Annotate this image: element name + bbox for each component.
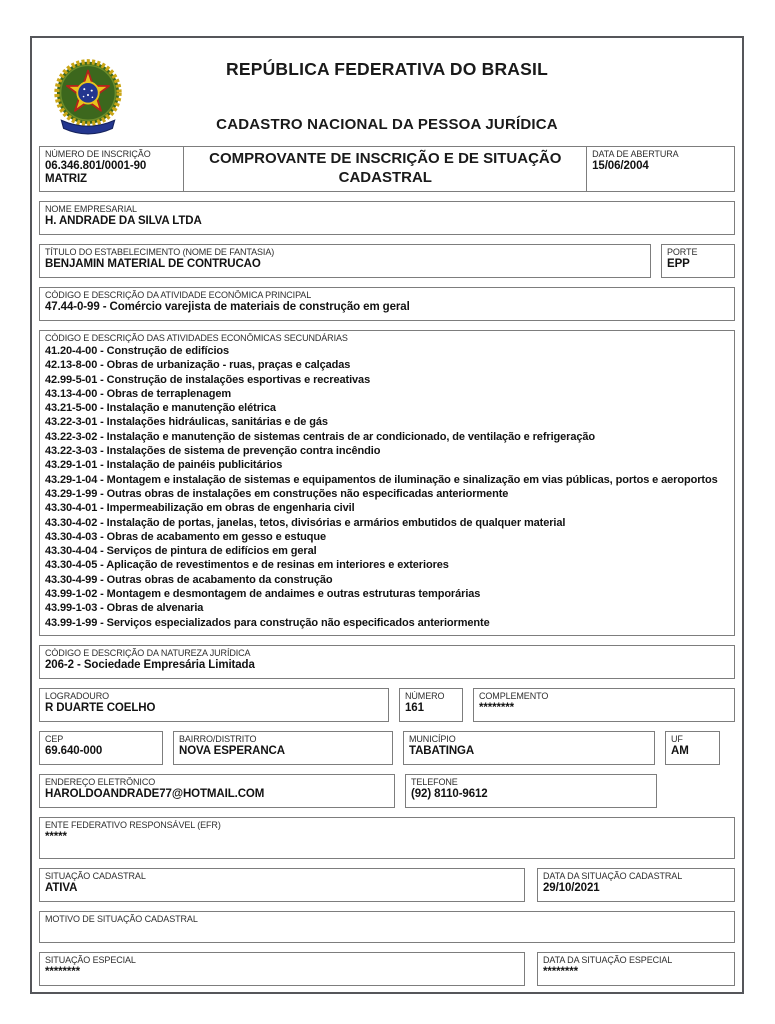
- field-atividades-secundarias: [39, 330, 735, 636]
- field-complemento: [473, 688, 735, 722]
- field-value: 47.44-0-99 - Comércio varejista de materiais de construção em geral: [45, 301, 410, 313]
- field-label: CÓDIGO E DESCRIÇÃO DAS ATIVIDADES ECONÔMICAS SECUNDÁRIAS: [45, 333, 348, 343]
- field-value: ********: [543, 965, 579, 978]
- document-header: [39, 38, 735, 146]
- field-label: NOME EMPRESARIAL: [45, 204, 137, 214]
- fantasia-row: [39, 244, 735, 278]
- field-value: 06.346.801/0001-90: [45, 160, 147, 172]
- inscription-row: [39, 146, 735, 192]
- field-value: AM: [671, 744, 689, 757]
- motivo-row: [39, 911, 735, 943]
- field-label: UF: [671, 733, 683, 744]
- field-value: 29/10/2021: [543, 881, 600, 894]
- activity-line: 43.30-4-01 - Impermeabilização em obras de engenharia civil: [45, 502, 355, 515]
- activity-line: 43.30-4-05 - Aplicação de revestimentos e de resinas em interiores e exteriores: [45, 559, 449, 572]
- atividade-principal-row: [39, 287, 735, 321]
- field-bairro: [173, 731, 393, 765]
- activity-line: 43.13-4-00 - Obras de terraplenagem: [45, 387, 232, 400]
- field-situacao-cadastral: [39, 868, 525, 902]
- activity-line: 43.99-1-03 - Obras de alvenaria: [45, 602, 204, 615]
- field-value: (92) 8110-9612: [411, 787, 488, 800]
- field-cep: [39, 731, 163, 765]
- field-label: NÚMERO DE INSCRIÇÃO: [45, 149, 151, 159]
- field-nome-fantasia: [39, 244, 651, 278]
- activity-line: 43.30-4-04 - Serviços de pintura de edifícios em geral: [45, 545, 317, 558]
- field-uf: [665, 731, 720, 765]
- field-value: HAROLDOANDRADE77@HOTMAIL.COM: [45, 787, 265, 800]
- activity-line: 42.13-8-00 - Obras de urbanização - ruas, praças e calçadas: [45, 359, 351, 372]
- field-data-abertura: [586, 146, 735, 192]
- activity-line: 43.22-3-02 - Instalação e manutenção de sistemas centrais de ar condicionado, de ventilação e refrigeração: [45, 430, 596, 443]
- field-label: TELEFONE: [411, 776, 458, 787]
- activity-line: 42.99-5-01 - Construção de instalações esportivas e recreativas: [45, 373, 371, 386]
- field-logradouro: [39, 688, 389, 722]
- document-title-box: [183, 146, 587, 192]
- field-label: ENDEREÇO ELETRÔNICO: [45, 776, 156, 787]
- field-label: MOTIVO DE SITUAÇÃO CADASTRAL: [45, 913, 198, 924]
- field-value: 161: [405, 701, 424, 714]
- field-value: EPP: [667, 258, 690, 270]
- field-label: CÓDIGO E DESCRIÇÃO DA ATIVIDADE ECONÔMICA PRINCIPAL: [45, 290, 312, 300]
- endereco-row: [39, 688, 735, 722]
- field-efr: [39, 817, 735, 859]
- page-title: REPÚBLICA FEDERATIVA DO BRASIL: [226, 59, 548, 79]
- atividades-secundarias-row: [39, 330, 735, 636]
- activity-line: 43.21-5-00 - Instalação e manutenção elétrica: [45, 402, 276, 415]
- natureza-juridica-row: [39, 645, 735, 679]
- activity-line: 43.22-3-01 - Instalações hidráulicas, sanitárias e de gás: [45, 416, 328, 429]
- brazil-coat-of-arms-icon: [51, 58, 125, 143]
- activity-line: 43.30-4-99 - Outras obras de acabamento da construção: [45, 573, 333, 586]
- field-natureza-juridica: [39, 645, 735, 679]
- activity-line: 41.20-4-00 - Construção de edifícios: [45, 345, 230, 357]
- field-label: SITUAÇÃO CADASTRAL: [45, 870, 146, 881]
- field-label: ENTE FEDERATIVO RESPONSÁVEL (EFR): [45, 819, 221, 830]
- field-telefone: [405, 774, 657, 808]
- field-value: BENJAMIN MATERIAL DE CONTRUCAO: [45, 258, 261, 270]
- field-value: ********: [479, 701, 515, 714]
- situacao-row: [39, 868, 735, 902]
- field-nome-empresarial: [39, 201, 735, 235]
- field-value: *****: [45, 830, 67, 843]
- activity-line: 43.99-1-02 - Montagem e desmontagem de andaimes e outras estruturas temporárias: [45, 588, 481, 601]
- field-data-situacao-especial: [537, 952, 735, 986]
- field-label: CEP: [45, 733, 64, 744]
- nome-empresarial-row: [39, 201, 735, 235]
- field-label: PORTE: [667, 247, 698, 257]
- field-label: CÓDIGO E DESCRIÇÃO DA NATUREZA JURÍDICA: [45, 647, 251, 658]
- field-label: MUNICÍPIO: [409, 733, 456, 744]
- field-municipio: [403, 731, 655, 765]
- field-value: 15/06/2004: [592, 160, 649, 172]
- field-data-situacao-cadastral: [537, 868, 735, 902]
- field-label: DATA DA SITUAÇÃO CADASTRAL: [543, 870, 683, 881]
- field-value: H. ANDRADE DA SILVA LTDA: [45, 215, 202, 227]
- field-label: COMPLEMENTO: [479, 690, 549, 701]
- field-value: TABATINGA: [409, 744, 475, 757]
- cnpj-certificate-document: [30, 36, 744, 994]
- field-value: NOVA ESPERANCA: [179, 744, 285, 757]
- contato-row: [39, 774, 735, 808]
- field-label: DATA DA SITUAÇÃO ESPECIAL: [543, 954, 673, 965]
- activity-line: 43.30-4-03 - Obras de acabamento em gesso e estuque: [45, 530, 327, 543]
- page-subtitle: CADASTRO NACIONAL DA PESSOA JURÍDICA: [216, 116, 558, 133]
- document-title: COMPROVANTE DE INSCRIÇÃO E DE SITUAÇÃO CADASTRAL: [209, 149, 562, 186]
- matriz-flag: MATRIZ: [45, 173, 87, 185]
- field-value: 206-2 - Sociedade Empresária Limitada: [45, 658, 255, 671]
- activity-line: 43.99-1-99 - Serviços especializados para construção não especificados anteriormente: [45, 616, 490, 629]
- field-motivo-situacao: [39, 911, 735, 943]
- field-situacao-especial: [39, 952, 525, 986]
- field-value: ATIVA: [45, 881, 78, 894]
- activity-line: 43.30-4-02 - Instalação de portas, janelas, tetos, divisórias e armários embutidos de qualquer material: [45, 516, 566, 529]
- efr-row: [39, 817, 735, 859]
- field-porte: [661, 244, 735, 278]
- field-value: 69.640-000: [45, 744, 103, 757]
- activity-line: 43.22-3-03 - Instalações de sistema de prevenção contra incêndio: [45, 445, 381, 458]
- field-atividade-principal: [39, 287, 735, 321]
- field-endereco-eletronico: [39, 774, 395, 808]
- field-label: BAIRRO/DISTRITO: [179, 733, 257, 744]
- activity-line: 43.29-1-01 - Instalação de painéis publicitários: [45, 459, 283, 472]
- situacao-especial-row: [39, 952, 735, 986]
- field-value: R DUARTE COELHO: [45, 701, 156, 714]
- cep-row: [39, 731, 735, 765]
- field-label: SITUAÇÃO ESPECIAL: [45, 954, 136, 965]
- activity-line: 43.29-1-99 - Outras obras de instalações em construções não especificadas anteriormente: [45, 487, 509, 500]
- field-label: LOGRADOURO: [45, 690, 110, 701]
- secondary-activities-list: [45, 344, 729, 630]
- field-value: ********: [45, 965, 81, 978]
- field-label: TÍTULO DO ESTABELECIMENTO (NOME DE FANTASIA): [45, 247, 275, 257]
- activity-line: 43.29-1-04 - Montagem e instalação de sistemas e equipamentos de iluminação e sinalização em vias públicas, portos e aeroportos: [45, 473, 718, 486]
- field-label: DATA DE ABERTURA: [592, 149, 679, 159]
- field-numero-inscricao: [39, 146, 184, 192]
- field-label: NÚMERO: [405, 690, 445, 701]
- field-numero: [399, 688, 463, 722]
